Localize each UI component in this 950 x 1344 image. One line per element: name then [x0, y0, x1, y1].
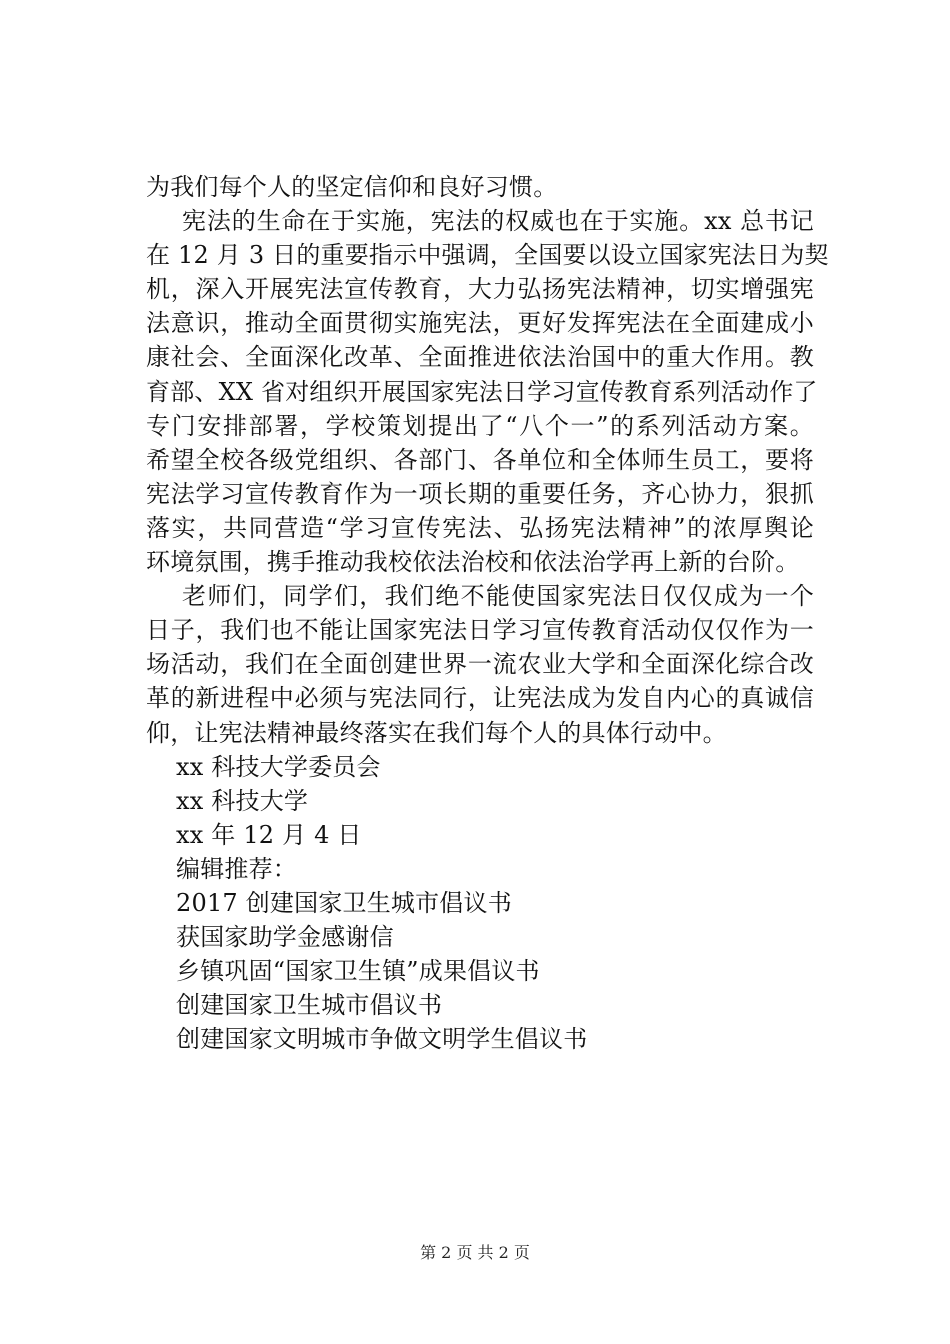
- paragraph-line: 仰，让宪法精神最终落实在我们每个人的具体行动中。: [146, 718, 727, 747]
- paragraph-line: 老师们，同学们，我们绝不能使国家宪法日仅仅成为一个: [182, 582, 814, 611]
- paragraph-line: 希望全校各级党组织、各部门、各单位和全体师生员工，要将: [146, 445, 814, 474]
- recommend-link[interactable]: 获国家助学金感谢信: [176, 923, 394, 952]
- paragraph-line: 育部、XX 省对组织开展国家宪法日学习宣传教育系列活动作了: [146, 377, 818, 406]
- signature-date: xx 年 12 月 4 日: [176, 820, 362, 849]
- page-number-footer: 第 2 页 共 2 页: [420, 1243, 530, 1262]
- paragraph-line: 宪法学习宣传教育作为一项长期的重要任务，齐心协力，狠抓: [146, 479, 814, 508]
- paragraph-line: 革的新进程中必须与宪法同行，让宪法成为发自内心的真诚信: [146, 684, 814, 713]
- paragraph-line: 在 12 月 3 日的重要指示中强调，全国要以设立国家宪法日为契: [146, 241, 829, 270]
- paragraph-line: 场活动，我们在全面创建世界一流农业大学和全面深化综合改: [146, 650, 814, 679]
- paragraph-line: 环境氛围，携手推动我校依法治校和依法治学再上新的台阶。: [146, 548, 800, 577]
- paragraph-line: 为我们每个人的坚定信仰和良好习惯。: [146, 173, 558, 201]
- signature-university: xx 科技大学: [176, 786, 309, 815]
- paragraph-line: 专门安排部署，学校策划提出了“八个一”的系列活动方案。: [146, 411, 814, 440]
- document-body: [146, 170, 829, 1056]
- paragraph-line: 宪法的生命在于实施，宪法的权威也在于实施。xx 总书记: [182, 207, 814, 236]
- paragraph-line: 康社会、全面深化改革、全面推进依法治国中的重大作用。教: [146, 343, 814, 372]
- paragraph-line: 法意识，推动全面贯彻实施宪法，更好发挥宪法在全面建成小: [146, 309, 814, 338]
- recommend-heading: 编辑推荐：: [176, 854, 297, 883]
- signature-committee: xx 科技大学委员会: [176, 752, 381, 781]
- paragraph-line: 机，深入开展宪法宣传教育，大力弘扬宪法精神，切实增强宪: [146, 275, 814, 304]
- recommend-link[interactable]: 2017 创建国家卫生城市倡议书: [176, 888, 512, 917]
- paragraph-line: 落实，共同营造“学习宣传宪法、弘扬宪法精神”的浓厚舆论: [146, 513, 814, 542]
- recommend-link[interactable]: 创建国家卫生城市倡议书: [176, 991, 443, 1020]
- recommend-link[interactable]: 乡镇巩固“国家卫生镇”成果倡议书: [176, 957, 540, 986]
- recommend-link[interactable]: 创建国家文明城市争做文明学生倡议书: [176, 1025, 588, 1054]
- paragraph-line: 日子，我们也不能让国家宪法日学习宣传教育活动仅仅作为一: [146, 616, 814, 645]
